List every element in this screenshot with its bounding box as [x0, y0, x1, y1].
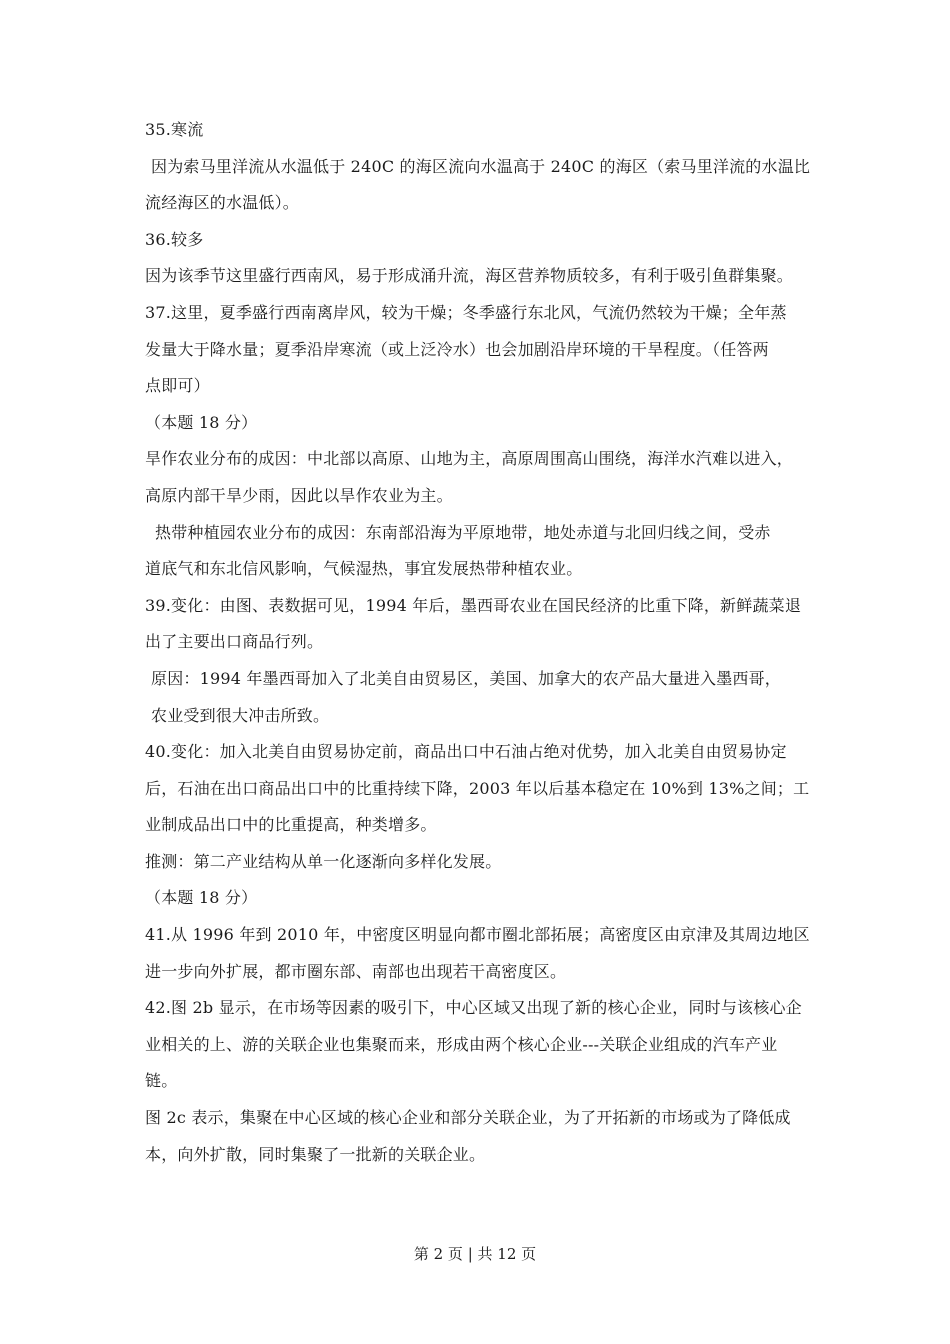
answer-40-line-1: 40.变化：加入北美自由贸易协定前，商品出口中石油占绝对优势，加入北美自由贸易协定 — [145, 742, 787, 762]
answer-42-line-5: 本，向外扩散，同时集聚了一批新的关联企业。 — [145, 1144, 486, 1164]
answer-40-line-2: 后，石油在出口商品出口中的比重持续下降，2003 年以后基本稳定在 10%到 13%之间；工 — [145, 778, 810, 798]
answer-42-line-1: 42.图 2b 显示，在市场等因素的吸引下，中心区域又出现了新的核心企业，同时与该核心企 — [145, 998, 802, 1018]
answer-35-heading: 35.寒流 — [145, 120, 204, 139]
answer-40-line-3: 业制成品出口中的比重提高，种类增多。 — [145, 815, 437, 835]
answer-41-line-1: 41.从 1996 年到 2010 年，中密度区明显向都市圈北部拓展；高密度区由京津及其周边地区 — [145, 925, 810, 945]
answer-35-line-1: 因为索马里洋流从水温低于 240C 的海区流向水温高于 240C 的海区（索马里洋流的水温比 — [151, 156, 811, 176]
answer-36-heading: 36.较多 — [145, 229, 204, 249]
answer-37-line-1: 37.这里，夏季盛行西南离岸风，较为干燥；冬季盛行东北风，气流仍然较为干燥；全年蒸 — [145, 302, 787, 322]
document-body — [145, 112, 811, 1173]
answer-38-line-2: 高原内部干旱少雨，因此以旱作农业为主。 — [145, 485, 453, 505]
answer-37-line-3: 点即可） — [145, 376, 210, 396]
answer-42-line-4: 图 2c 表示，集聚在中心区域的核心企业和部分关联企业，为了开拓新的市场或为了降低成 — [145, 1108, 791, 1128]
page-footer: 第 2 页 | 共 12 页 — [413, 1245, 537, 1263]
answer-38-line-4: 道底气和东北信风影响，气候湿热，事宜发展热带种植农业。 — [145, 559, 583, 579]
answer-41-line-2: 进一步向外扩展，都市圈东部、南部也出现若干高密度区。 — [145, 961, 567, 981]
answer-38-line-3: 热带种植园农业分布的成因：东南部沿海为平原地带，地处赤道与北回归线之间，受赤 — [155, 522, 771, 542]
answer-39-line-1: 39.变化：由图、表数据可见，1994 年后，墨西哥农业在国民经济的比重下降，新鲜蔬菜退 — [145, 595, 802, 615]
answer-42-line-3: 链。 — [145, 1071, 178, 1091]
answer-39-line-3: 原因：1994 年墨西哥加入了北美自由贸易区，美国、加拿大的农产品大量进入墨西哥， — [151, 668, 782, 688]
answer-40-line-4: 推测：第二产业结构从单一化逐渐向多样化发展。 — [145, 851, 502, 871]
score-note-1: （本题 18 分） — [145, 412, 258, 432]
score-note-2: （本题 18 分） — [145, 888, 258, 908]
answer-35-line-2: 流经海区的水温低）。 — [145, 193, 300, 213]
answer-42-line-2: 业相关的上、游的关联企业也集聚而来，形成由两个核心企业---关联企业组成的汽车产业 — [145, 1034, 778, 1054]
answer-36-line-1: 因为该季节这里盛行西南风，易于形成涌升流，海区营养物质较多，有利于吸引鱼群集聚。 — [145, 266, 794, 286]
answer-37-line-2: 发量大于降水量；夏季沿岸寒流（或上泛冷水）也会加剧沿岸环境的干旱程度。（任答两 — [145, 339, 769, 359]
answer-39-line-2: 出了主要出口商品行列。 — [145, 632, 324, 652]
answer-38-line-1: 旱作农业分布的成因：中北部以高原、山地为主，高原周围高山围绕，海洋水汽难以进入， — [145, 449, 794, 469]
answer-39-line-4: 农业受到很大冲击所致。 — [151, 705, 330, 725]
